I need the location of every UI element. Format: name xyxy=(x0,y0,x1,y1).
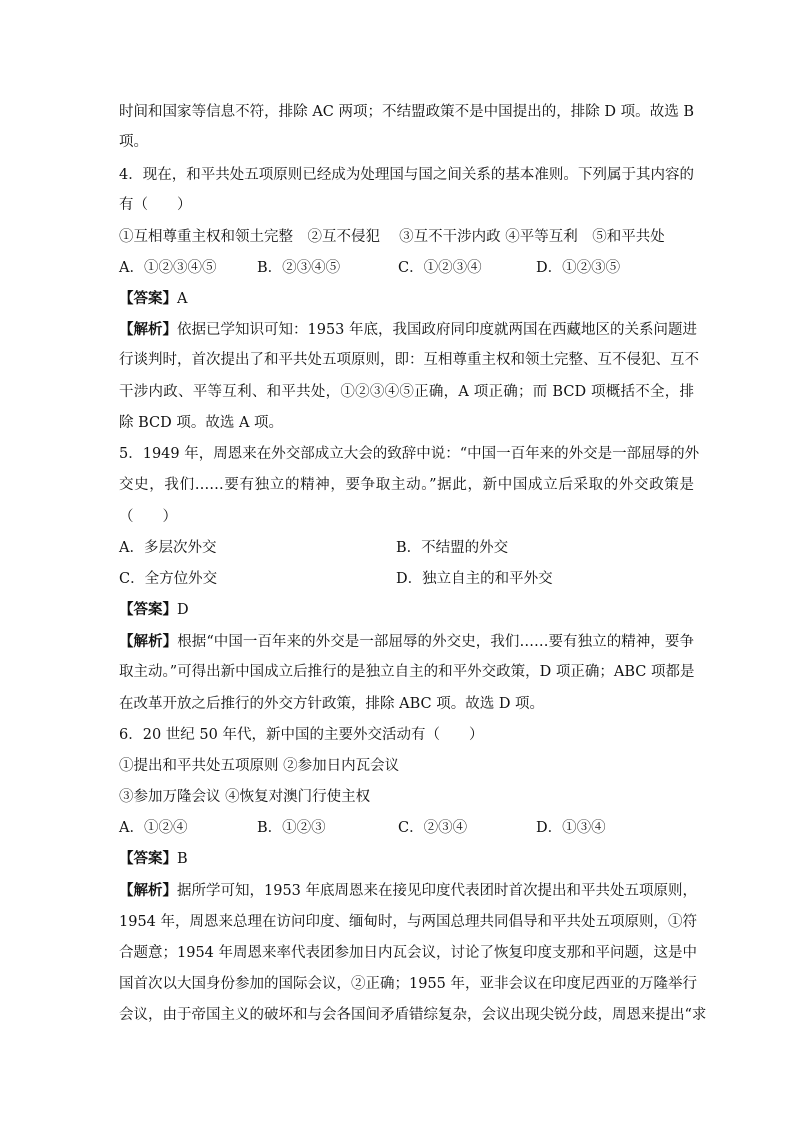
q5-stem-line-3: （ ） xyxy=(119,509,177,525)
q5-answer xyxy=(119,600,694,620)
q4-stem-line-2: 有（ ） xyxy=(119,197,192,213)
q6-option-c: C．②③④ xyxy=(398,820,468,836)
analysis-text: 据所学可知，1953 年底周恩来在接见印度代表团时首次提出和平共处五项原则， xyxy=(177,883,698,899)
q3-analysis-line-2: 项。 xyxy=(119,134,148,150)
q5-option-c: C．全方位外交 xyxy=(119,571,218,587)
q3-analysis-line-1: 时间和国家等信息不符，排除 AC 两项；不结盟政策不是中国提出的，排除 D 项。故选 B xyxy=(119,104,694,120)
q4-option-a: A．①②③④⑤ xyxy=(119,260,217,276)
q6-analysis-line-3: 合题意；1954 年周恩来率代表团参加日内瓦会议，讨论了恢复印度支那和平问题，这是中 xyxy=(119,945,698,961)
q6-option-a: A．①②④ xyxy=(119,820,188,836)
q4-option-b: B．②③④⑤ xyxy=(257,260,341,276)
q6-answer xyxy=(119,849,694,869)
q4-answer xyxy=(119,289,694,309)
q5-analysis-line-2: 取主动。”可得出新中国成立后推行的是独立自主的和平外交政策，D 项正确；ABC 项都是 xyxy=(119,664,695,680)
answer-value: A xyxy=(177,291,188,307)
q4-option-c: C．①②③④ xyxy=(398,260,482,276)
q6-option-b: B．①②③ xyxy=(257,820,326,836)
q4-analysis-line-1 xyxy=(119,320,698,340)
q5-option-a: A．多层次外交 xyxy=(119,540,217,556)
analysis-text: 根据“中国一百年来的外交是一部屈辱的外交史，我们……要有独立的精神，要争 xyxy=(177,634,694,650)
answer-tag: 【答案】 xyxy=(119,850,177,867)
analysis-tag: 【解析】 xyxy=(119,882,177,899)
q4-analysis-line-4: 除 BCD 项。故选 A 项。 xyxy=(119,415,284,431)
q5-stem-line-2: 交史，我们……要有独立的精神，要争取主动。”据此，新中国成立后采取的外交政策是 xyxy=(119,477,694,493)
q5-options-row-2 xyxy=(119,569,679,589)
q5-options-row-1 xyxy=(119,538,679,558)
q6-analysis-line-2: 1954 年，周恩来总理在访问印度、缅甸时，与两国总理共同倡导和平共处五项原则，①符 xyxy=(119,914,698,930)
analysis-tag: 【解析】 xyxy=(119,633,178,650)
q5-option-d: D．独立自主的和平外交 xyxy=(396,571,553,587)
q4-stem-line-1: 4．现在，和平共处五项原则已经成为处理国与国之间关系的基本准则。下列属于其内容的 xyxy=(119,167,694,183)
q6-analysis-line-4: 国首次以大国身份参加的国际会议，②正确；1955 年，亚非会议在印度尼西亚的万隆举行 xyxy=(119,976,698,992)
q6-analysis-line-1 xyxy=(119,881,698,901)
q5-stem-line-1: 5．1949 年，周恩来在外交部成立大会的致辞中说：“中国一百年来的外交是一部屈辱的外 xyxy=(119,446,700,462)
q5-analysis-line-3: 在改革开放之后推行的外交方针政策，排除 ABC 项。故选 D 项。 xyxy=(119,696,545,712)
answer-value: D xyxy=(177,602,189,618)
q6-items-line-2: ③参加万隆会议 ④恢复对澳门行使主权 xyxy=(119,789,371,805)
q6-analysis-line-5: 会议，由于帝国主义的破坏和与会各国间矛盾错综复杂，会议出现尖锐分歧，周恩来提出“求 xyxy=(119,1007,707,1023)
q6-option-d: D．①③④ xyxy=(536,820,606,836)
answer-tag: 【答案】 xyxy=(119,601,177,618)
q4-option-d: D．①②③⑤ xyxy=(536,260,621,276)
analysis-tag: 【解析】 xyxy=(119,321,177,338)
q6-items-line-1: ①提出和平共处五项原则 ②参加日内瓦会议 xyxy=(119,758,400,774)
answer-value: B xyxy=(177,851,188,867)
q4-analysis-line-2: 行谈判时，首次提出了和平共处五项原则，即：互相尊重主权和领土完整、互不侵犯、互不 xyxy=(119,352,699,368)
analysis-text: 依据已学知识可知：1953 年底，我国政府同印度就两国在西藏地区的关系问题进 xyxy=(177,322,698,338)
q4-analysis-line-3: 干涉内政、平等互利、和平共处，①②③④⑤正确，A 项正确；而 BCD 项概括不全，排 xyxy=(119,384,694,400)
q4-items: ①互相尊重主权和领土完整 ②互不侵犯 ③互不干涉内政 ④平等互利 ⑤和平共处 xyxy=(119,229,665,245)
q5-analysis-line-1 xyxy=(119,632,694,652)
answer-tag: 【答案】 xyxy=(119,290,177,307)
q4-options xyxy=(119,258,679,278)
q6-stem: 6．20 世纪 50 年代，新中国的主要外交活动有（ ） xyxy=(119,727,484,743)
q6-options xyxy=(119,818,679,838)
q5-option-b: B．不结盟的外交 xyxy=(396,540,509,556)
